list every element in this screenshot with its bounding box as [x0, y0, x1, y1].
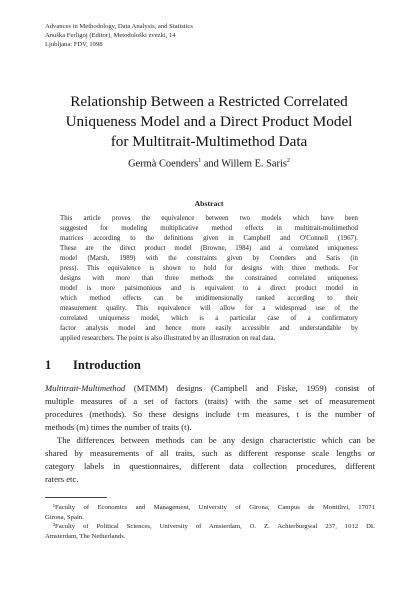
abstract-line: press). This equivalence is shown to hold for designs with three methods. For — [60, 265, 358, 272]
author-connector: and — [201, 158, 222, 170]
section-title: Introduction — [73, 358, 141, 372]
footnote-rule — [45, 497, 107, 498]
footnotes — [45, 503, 375, 541]
paper-title — [30, 92, 388, 152]
abstract-line: correlated uniqueness model, which is a particular case of a confirmatory — [60, 315, 358, 322]
footnote-line: ²Faculty of Political Sciences, University of Amsterdam, O. Z. Achterburgwal 237, 1012 DL — [53, 523, 375, 531]
body-line — [45, 382, 375, 395]
author-name: Willem E. Saris — [221, 158, 287, 170]
abstract-line: designs with more than three methods the constrained correlated uniqueness — [60, 275, 358, 282]
journal-header — [45, 22, 375, 49]
body-line: The differences between methods can be any design characteristic which can be — [57, 435, 375, 445]
title-line: Relationship Between a Restricted Correlated — [70, 93, 348, 110]
footnote-mark: 1 — [198, 158, 202, 164]
abstract-line: matrices according to the definitions given in Campbell and O'Connell (1967). — [60, 235, 358, 242]
footnote-line: Girona, Spain. — [45, 513, 84, 521]
abstract-heading: Abstract — [194, 199, 224, 208]
footnote-mark: 2 — [286, 158, 290, 164]
author-list — [30, 158, 388, 169]
header-line: Ljubljana: FDV, 1998 — [45, 41, 103, 48]
body-fragment: (MTMM) designs (Campbell and Fiske, 1959) consist of — [125, 383, 375, 393]
abstract-line: model (Marsh, 1989) with the constraints given by Coenders and Saris (in — [60, 255, 358, 262]
section-number: 1 — [45, 358, 52, 372]
body-line: raters etc. — [45, 474, 79, 484]
abstract-line: model is more parsimonious and is equivalent to a direct product model in — [60, 285, 358, 292]
abstract-line: measurement quality. This equivalence will allow for a widespread use of the — [60, 305, 358, 312]
header-line: Anuška Ferligoj (Editor), Metodološki zvezki, 14 — [45, 32, 176, 39]
abstract-line: factor analysis model and hence more easily accessible and understandable by — [60, 325, 358, 332]
abstract-line: This article proves the equivalence between two models which have been — [60, 215, 358, 222]
abstract-text — [60, 214, 358, 344]
footnote-line: ¹Faculty of Economics and Management, University of Girona, Campus de Montilivi, 17071 — [53, 504, 375, 511]
body-line: methods (m) times the number of traits (t). — [45, 422, 192, 432]
body-line: multiple measures of a set of factors (traits) with the same set of measurement — [45, 396, 375, 406]
title-line: Uniqueness Model and a Direct Product Model — [65, 113, 353, 130]
body-text — [45, 382, 375, 486]
body-line: procedures (methods). So these designs include t·m measures, t is the number of — [45, 409, 375, 419]
abstract-line: which method effects can be unidimensionally ranked according to their — [60, 295, 358, 302]
abstract-line: These are the direct product model (Browne, 1984) and a correlated uniqueness — [60, 245, 358, 252]
header-line: Advances in Methodology, Data Analysis, and Statistics — [45, 23, 193, 30]
body-line: category labels in questionnaires, different data collection procedures, different — [45, 461, 375, 471]
abstract-line: suggested for modeling multiplicative method effects in multitrait-multimethod — [60, 225, 358, 232]
body-line: shared by measurements of all traits, such as different response scale lengths or — [45, 448, 375, 458]
italic-term: Multitrait-Multimethod — [45, 383, 126, 393]
section-heading — [45, 358, 141, 373]
abstract-line: applied researchers. The point is also illustrated by an illustration on real data. — [60, 335, 276, 342]
title-line: for Multitrait-Multimethod Data — [110, 133, 308, 150]
footnote-line: Amsterdam, The Netherlands. — [45, 532, 126, 540]
author-name: Germà Coenders — [128, 158, 199, 170]
